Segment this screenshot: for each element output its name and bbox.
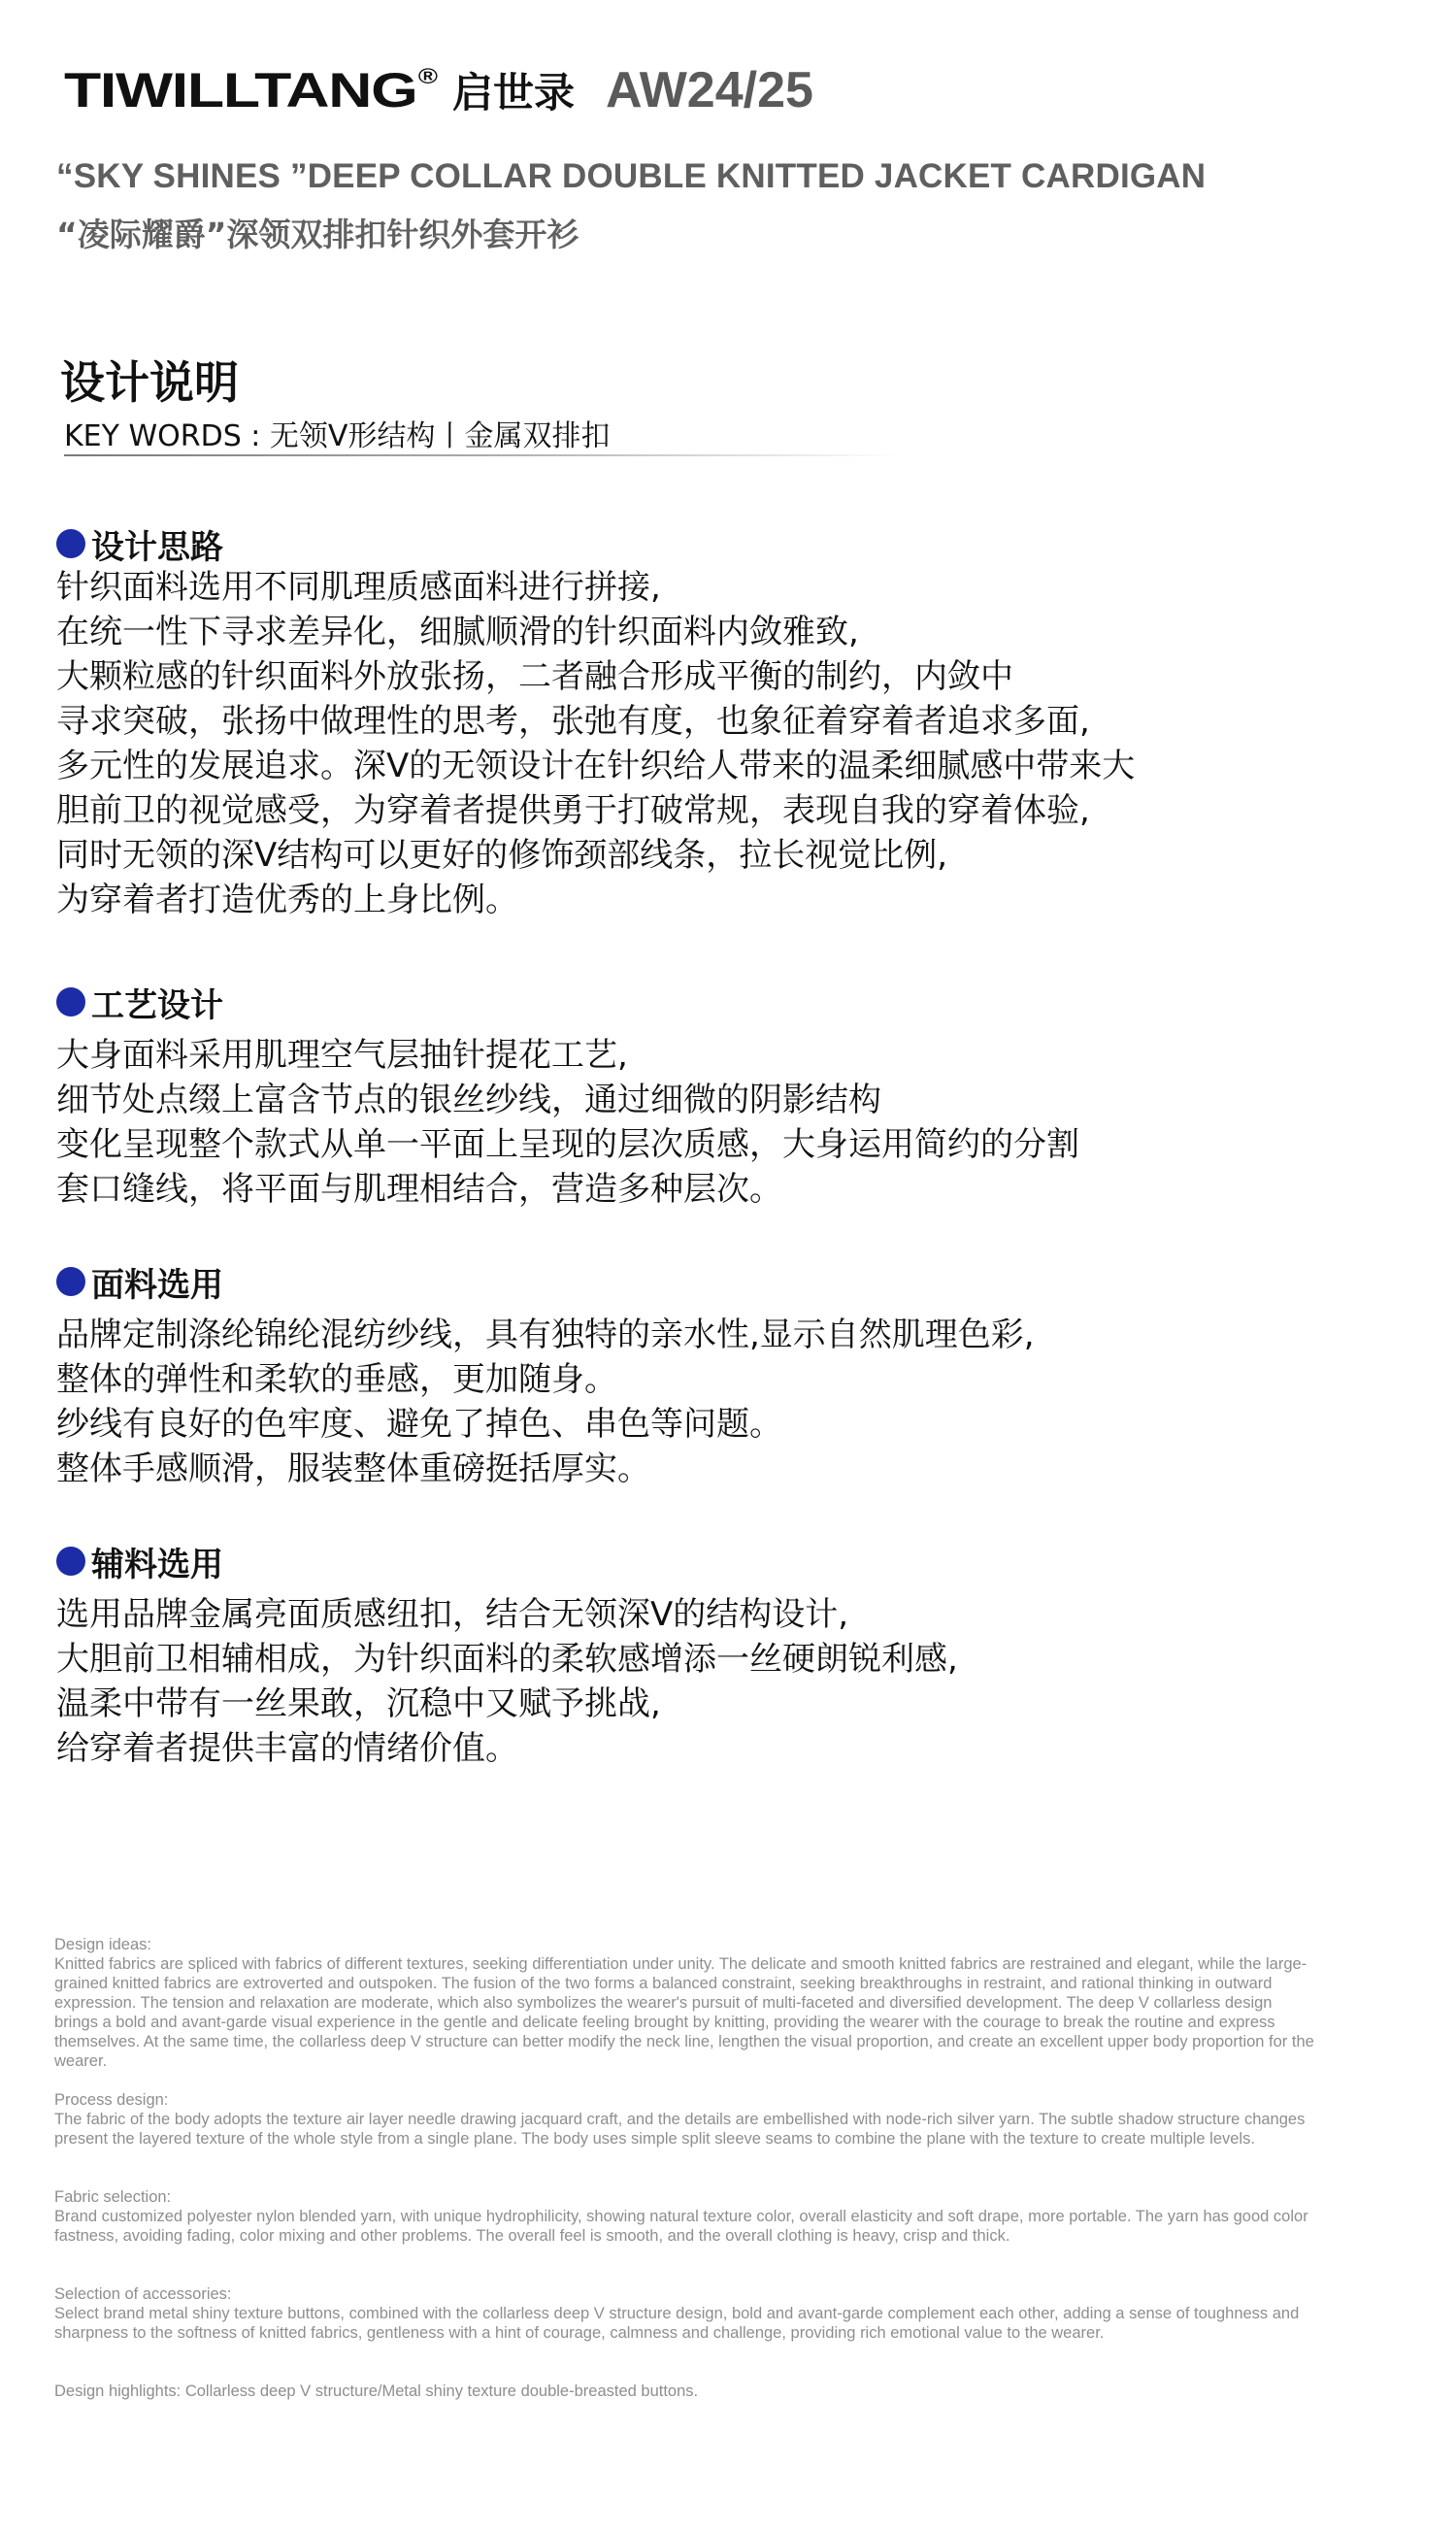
block-fabric-selection [56,1260,1035,1491]
english-label: Process design: [54,2091,169,2109]
text-line: 为穿着者打造优秀的上身比例。 [56,881,518,919]
english-paragraph: Select brand metal shiny texture buttons, combined with the collarless deep V structure design, bold and avant-garde complement each other, adding a sense of toughness and sharpness to the softness of knitted fabrics, gentleness with a hint of courage, calmness and challenge, providing rich emotional value to the wearer. [54,2305,1300,2342]
text-line: 多元性的发展追求。深V的无领设计在针织给人带来的温柔细腻感中带来大 [56,747,1136,785]
text-line: 大颗粒感的针织面料外放张扬，二者融合形成平衡的制约，内敛中 [56,657,1013,696]
text-line: 针织面料选用不同肌理质感面料进行拼接, [56,568,661,607]
text-line: 给穿着者提供丰富的情绪价值。 [56,1729,518,1768]
brand-logo: TIWILLTANG® [64,63,437,117]
english-paragraph: Brand customized polyester nylon blended yarn, with unique hydrophilicity, showing natural texture color, overall elasticity and soft drape, more portable. The yarn has good color fastness, avoiding fading, color mixing and other problems. The overall feel is smooth, and the overall clothing is heavy, crisp and thick. [54,2208,1308,2245]
english-paragraph: Knitted fabrics are spliced with fabrics of different textures, seeking differentiation under unity. The delicate and smooth knitted fabrics are restrained and elegant, while the large-grained knitted fabrics are extroverted and outspoken. The fusion of the two forms a balanced constraint, seeking breakthroughs in restraint, and rational thinking in outward expression. The tension and relaxation are moderate, which also symbolizes the wearer's pursuit of multi-faceted and diversified development. The deep V collarless design brings a bold and avant-garde visual experience in the gentle and delicate feeling brought by knitting, providing the wearer with the courage to break the routine and express themselves. At the same time, the collarless deep V structure can better modify the neck line, lengthen the visual proportion, and create an excellent upper body proportion for the wearer. [54,1955,1314,2070]
english-fabric-selection [54,2187,1316,2246]
registered-mark: ® [417,64,437,88]
product-title-en: “SKY SHINES ”DEEP COLLAR DOUBLE KNITTED JACKET CARDIGAN [56,157,1207,195]
text-line: 整体手感顺滑，服装整体重磅挺括厚实。 [56,1449,650,1488]
text-line: 温柔中带有一丝果敢，沉稳中又赋予挑战, [56,1684,661,1723]
english-paragraph: The fabric of the body adopts the texture air layer needle drawing jacquard craft, and the details are embellished with node-rich silver yarn. The subtle shadow structure changes present the layered texture of the whole style from a single plane. The body uses simple split sleeve seams to combine the plane with the texture to create multiple levels. [54,2111,1306,2148]
text-line: 细节处点缀上富含节点的银丝纱线，通过细微的阴影结构 [56,1081,881,1119]
english-label: Fabric selection: [54,2188,172,2206]
bullet-dot-icon [56,529,85,558]
block-accessories-selection [56,1540,958,1771]
product-title-cn: “凌际耀爵”深领双排扣针织外套开衫 [56,216,579,253]
text-line: 在统一性下寻求差异化，细腻顺滑的针织面料内敛雅致, [56,613,859,651]
block-title: 设计思路 [91,527,223,567]
text-line: 胆前卫的视觉感受，为穿着者提供勇于打破常规，表现自我的穿着体验, [56,791,1090,830]
text-line: 变化呈现整个款式从单一平面上呈现的层次质感，大身运用简约的分割 [56,1125,1079,1164]
brand-name-cn: 启世录 [452,69,576,117]
text-line: 选用品牌金属亮面质感纽扣，结合无领深V的结构设计, [56,1595,849,1634]
english-process-design [54,2090,1316,2149]
text-line: 整体的弹性和柔软的垂感，更加随身。 [56,1360,617,1399]
block-design-ideas [56,522,1135,922]
block-title: 工艺设计 [91,985,223,1025]
keywords-underline [64,454,899,456]
english-label: Design ideas: [54,1936,151,1953]
block-title: 辅料选用 [91,1545,223,1584]
keywords-line: KEY WORDS : 无领V形结构丨金属双排扣 [64,419,611,453]
text-line: 大身面料采用肌理空气层抽针提花工艺, [56,1036,628,1075]
english-design-ideas [54,1935,1316,2071]
english-paragraph: Design highlights: Collarless deep V structure/Metal shiny texture double-breasted buttons. [54,2382,699,2400]
english-accessories-selection [54,2284,1316,2343]
english-label: Selection of accessories: [54,2285,232,2303]
text-line: 同时无领的深V结构可以更好的修饰颈部线条，拉长视觉比例, [56,836,948,875]
block-process-design [56,981,1079,1212]
design-section-heading: 设计说明 [60,356,239,409]
text-line: 大胆前卫相辅相成，为针织面料的柔软感增添一丝硬朗锐利感, [56,1640,958,1679]
season-label: AW24/25 [606,62,813,118]
bullet-dot-icon [56,1267,85,1296]
bullet-dot-icon [56,1547,85,1576]
block-title: 面料选用 [91,1265,223,1305]
text-line: 品牌定制涤纶锦纶混纺纱线，具有独特的亲水性,显示自然肌理色彩, [56,1316,1035,1354]
text-line: 套口缝线，将平面与肌理相结合，营造多种层次。 [56,1170,782,1209]
english-design-highlights [54,2382,1316,2401]
brand-header [64,56,813,124]
bullet-dot-icon [56,987,85,1016]
text-line: 纱线有良好的色牢度、避免了掉色、串色等问题。 [56,1405,782,1444]
text-line: 寻求突破，张扬中做理性的思考，张弛有度，也象征着穿着者追求多面, [56,702,1090,741]
